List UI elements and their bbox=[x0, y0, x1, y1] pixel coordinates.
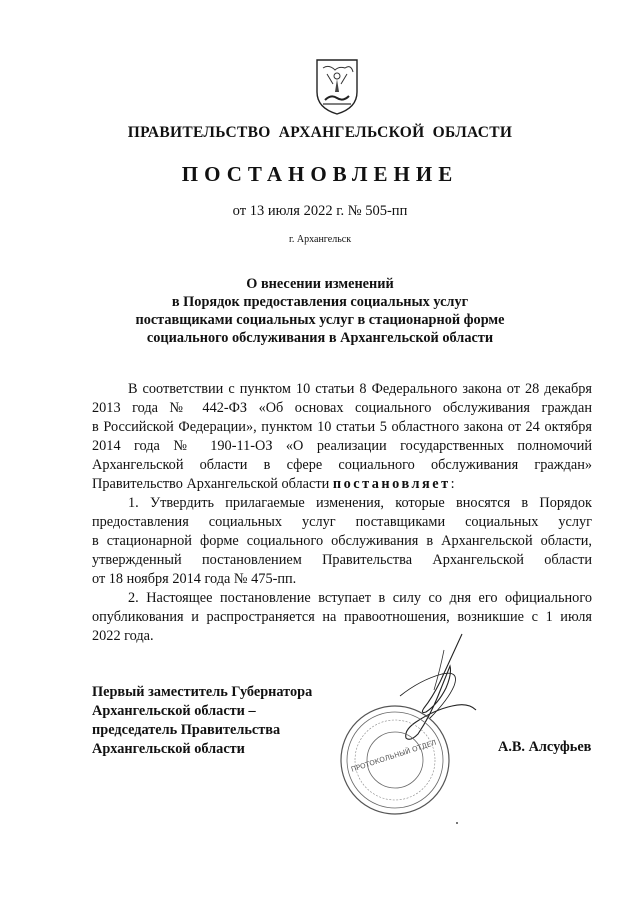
body-line: 2014 года № 190-11-ОЗ «О реализации государственных полномочий bbox=[92, 438, 592, 454]
body-line: Архангельской области в сфере социального обслуживания граждан» bbox=[92, 457, 592, 473]
coat-of-arms-icon bbox=[313, 56, 361, 116]
position-line: Архангельской области – bbox=[92, 703, 256, 719]
title-line: поставщиками социальных услуг в стационарной форме bbox=[135, 312, 505, 328]
position-line: председатель Правительства bbox=[92, 722, 281, 738]
title-line: О внесении изменений bbox=[246, 276, 394, 292]
decree-suffix: : bbox=[450, 476, 455, 492]
body-line: 2013 года № 442-ФЗ «Об основах социального обслуживания граждан bbox=[92, 400, 592, 416]
signatory-position bbox=[92, 683, 312, 759]
official-stamp bbox=[335, 700, 455, 820]
title-line: социального обслуживания в Архангельской области bbox=[146, 330, 494, 346]
decree-prefix: Правительство Архангельской области bbox=[92, 476, 333, 492]
signatory-name: А.В. Алсуфьев bbox=[498, 739, 592, 755]
city: г. Архангельск bbox=[288, 234, 352, 245]
title-line: в Порядок предоставления социальных услуг bbox=[171, 294, 469, 310]
body-line: 2. Настоящее постановление вступает в силу со дня его официального bbox=[128, 590, 592, 606]
document-body bbox=[92, 380, 592, 646]
government-name: ПРАВИТЕЛЬСТВО АРХАНГЕЛЬСКОЙ ОБЛАСТИ bbox=[127, 124, 513, 141]
stamp-text: ПРОТОКОЛЬНЫЙ ОТДЕЛ bbox=[350, 738, 438, 774]
body-line: 1. Утвердить прилагаемые изменения, которые вносятся в Порядок bbox=[128, 495, 592, 511]
body-line: в стационарной форме социального обслуживания в Архангельской области, bbox=[92, 533, 592, 549]
document-type: ПОСТАНОВЛЕНИЕ bbox=[181, 162, 459, 186]
body-line: 2022 года. bbox=[92, 628, 154, 644]
position-line: Архангельской области bbox=[92, 741, 245, 757]
body-line: в Российской Федерации», пунктом 10 статьи 5 областного закона от 24 октября bbox=[92, 419, 592, 435]
body-line: опубликования и распространяется на правоотношения, возникшие с 1 июля bbox=[92, 609, 592, 625]
document-title bbox=[0, 275, 640, 347]
scan-speck bbox=[456, 822, 458, 824]
body-line: от 18 ноября 2014 года № 475-пп. bbox=[92, 571, 297, 587]
body-line: утвержденный постановлением Правительства Архангельской области bbox=[92, 552, 592, 568]
position-line: Первый заместитель Губернатора bbox=[92, 684, 313, 700]
body-line: В соответствии с пунктом 10 статьи 8 Федерального закона от 28 декабря bbox=[128, 381, 592, 397]
decree-word: постановляет bbox=[332, 476, 451, 492]
body-line-decree bbox=[92, 475, 592, 494]
date-and-number: от 13 июля 2022 г. № 505-пп bbox=[232, 203, 408, 219]
body-line: предоставления социальных услуг поставщиками социальных услуг bbox=[92, 514, 592, 530]
